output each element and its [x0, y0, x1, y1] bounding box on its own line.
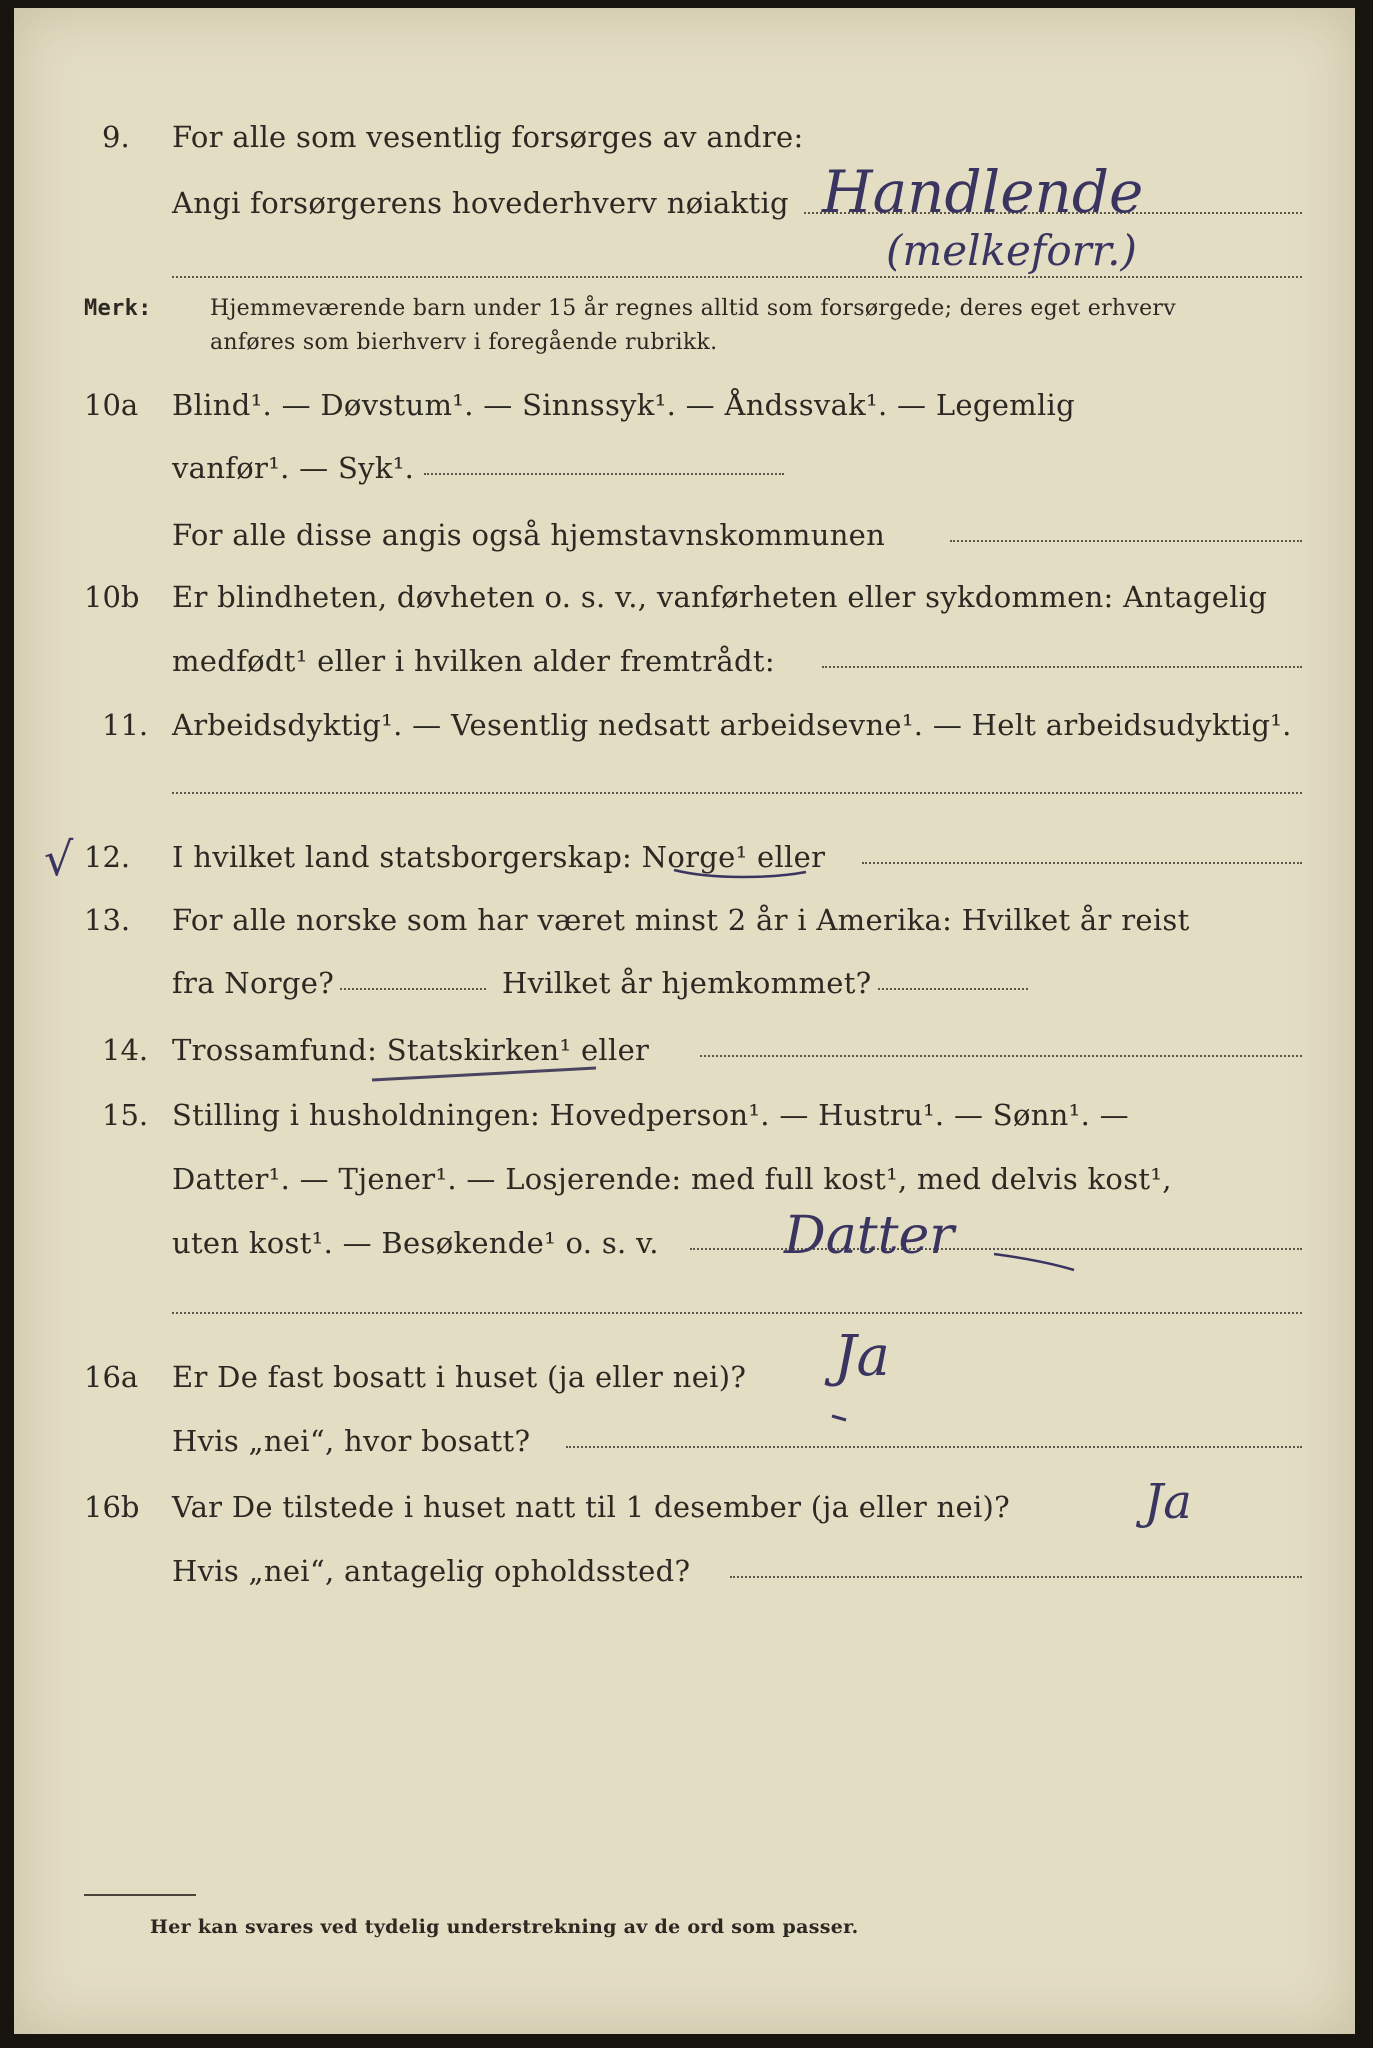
merk-line1: Hjemmeværende barn under 15 år regnes alltid som forsørgede; deres eget erhverv — [210, 296, 1176, 321]
q16b-line1: Var De tilstede i huset natt til 1 desember (ja eller nei)? — [172, 1490, 1010, 1524]
q16a-handwritten-answer: Ja — [834, 1324, 890, 1389]
q15-line1: Stilling i husholdningen: Hovedperson¹. — Hustru¹. — Sønn¹. — — [172, 1098, 1129, 1132]
q16a-line2: Hvis „nei“, hvor bosatt? — [172, 1424, 531, 1458]
merk-line2: anføres som bierhverv i foregående rubrikk. — [210, 330, 718, 355]
q10a-line2: vanfør¹. — Syk¹. — [172, 451, 415, 485]
q10b-number: 10b — [84, 580, 140, 614]
q15-line2: Datter¹. — Tjener¹. — Losjerende: med full kost¹, med delvis kost¹, — [172, 1162, 1172, 1196]
q15-line3: uten kost¹. — Besøkende¹ o. s. v. — [172, 1226, 659, 1260]
ja-stroke — [832, 1416, 846, 1420]
q11-number: 11. — [102, 708, 149, 742]
q10b-line1: Er blindheten, døvheten o. s. v., vanførheten eller sykdommen: Antagelig — [172, 580, 1268, 614]
census-form-page — [14, 8, 1355, 2034]
q9-number: 9. — [102, 120, 130, 154]
q15-handwritten-answer: Datter — [784, 1206, 955, 1266]
q12-line1: I hvilket land statsborgerskap: Norge¹ eller — [172, 840, 826, 874]
q11-line1: Arbeidsdyktig¹. — Vesentlig nedsatt arbeidsevne¹. — Helt arbeidsudyktig¹. — [172, 708, 1292, 742]
q16b-line2: Hvis „nei“, antagelig opholdssted? — [172, 1554, 691, 1588]
q16a-number: 16a — [84, 1360, 139, 1394]
q16b-handwritten-answer: Ja — [1144, 1474, 1192, 1530]
q13-line1: For alle norske som har været minst 2 år i Amerika: Hvilket år reist — [172, 903, 1190, 937]
q12-number: 12. — [84, 840, 131, 874]
handwritten-underlines — [14, 8, 1355, 2034]
q16a-line1: Er De fast bosatt i huset (ja eller nei)? — [172, 1360, 747, 1394]
q13-number: 13. — [84, 903, 131, 937]
norge-underline — [674, 870, 806, 877]
q12-check-mark: √ — [44, 832, 74, 886]
merk-label: Merk: — [84, 296, 152, 321]
q10a-line3: For alle disse angis også hjemstavnskommunen — [172, 518, 886, 552]
q9-handwritten-answer: Handlende — [822, 158, 1144, 226]
q13-line2a: fra Norge? — [172, 966, 335, 1000]
q14-number: 14. — [102, 1033, 149, 1067]
q13-line2b: Hvilket år hjemkommet? — [502, 966, 872, 1000]
footnote: Her kan svares ved tydelig understrekning av de ord som passer. — [150, 1916, 859, 1938]
datter-underline — [994, 1254, 1074, 1270]
q16b-number: 16b — [84, 1490, 140, 1524]
q10b-line2: medfødt¹ eller i hvilken alder fremtrådt: — [172, 644, 775, 678]
q9-handwritten-answer-2: (melkeforr.) — [886, 226, 1137, 275]
q14-line1: Trossamfund: Statskirken¹ eller — [172, 1033, 650, 1067]
q10a-number: 10a — [84, 388, 139, 422]
q9-line1: For alle som vesentlig forsørges av andre: — [172, 120, 804, 154]
q9-line2: Angi forsørgerens hovederhverv nøiaktig — [172, 186, 789, 220]
q15-number: 15. — [102, 1098, 149, 1132]
statskirken-underline — [372, 1068, 596, 1080]
q10a-line1: Blind¹. — Døvstum¹. — Sinnssyk¹. — Åndssvak¹. — Legemlig — [172, 388, 1075, 422]
